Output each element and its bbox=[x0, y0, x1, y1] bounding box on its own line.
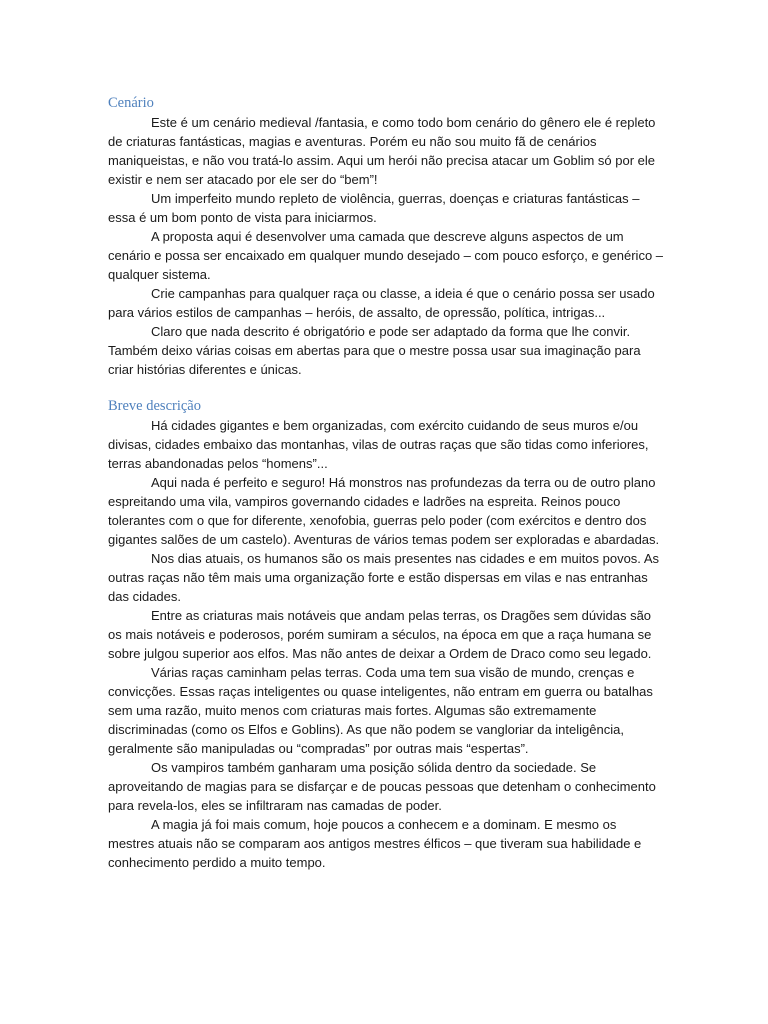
paragraph: A proposta aqui é desenvolver uma camada que descreve alguns aspectos de um cenário e possa ser encaixado em qualquer mundo desejado – com pouco esforço, e genérico – qualquer sistema. bbox=[108, 229, 664, 282]
paragraph: Aqui nada é perfeito e seguro! Há monstros nas profundezas da terra ou de outro plano espreitando uma vila, vampiros governando cidades e ladrões na espreita. Reinos pouco tolerantes com o que for diferente, xenofobia, guerras pelo poder (com exércitos e dentro dos gigantes salões de um castelo). Aventuras de vários temas podem ser exploradas e abardadas. bbox=[108, 475, 660, 547]
section-heading-cenario: Cenário bbox=[108, 95, 154, 111]
paragraph: Há cidades gigantes e bem organizadas, com exército cuidando de seus muros e/ou divisas, cidades embaixo das montanhas, vilas de outras raças que são tidas como inferiores, terras abandonadas pelos “homens”... bbox=[108, 418, 649, 471]
paragraph: Nos dias atuais, os humanos são os mais presentes nas cidades e em muitos povos. As outras raças não têm mais uma organização forte e estão dispersas em vilas e nas entranhas das cidades. bbox=[108, 551, 659, 604]
paragraph: A magia já foi mais comum, hoje poucos a conhecem e a dominam. E mesmo os mestres atuais não se comparam aos antigos mestres élficos – que tiveram sua habilidade e conhecimento perdido a muito tempo. bbox=[108, 817, 642, 870]
paragraph: Os vampiros também ganharam uma posição sólida dentro da sociedade. Se aproveitando de magias para se disfarçar e de poucas pessoas que detenham o conhecimento para revela-los, eles se infiltraram nas camadas de poder. bbox=[108, 760, 656, 813]
paragraph: Este é um cenário medieval /fantasia, e como todo bom cenário do gênero ele é repleto de criaturas fantásticas, magias e aventuras. Porém eu não sou muito fã de cenários maniqueistas, e não vou tratá-lo assim. Aqui um herói não precisa atacar um Goblim só por ele existir e nem ser atacado por ele ser do “bem”! bbox=[108, 115, 656, 187]
paragraph: Um imperfeito mundo repleto de violência, guerras, doenças e criaturas fantásticas – essa é um bom ponto de vista para iniciarmos. bbox=[108, 191, 640, 225]
paragraph: Entre as criaturas mais notáveis que andam pelas terras, os Dragões sem dúvidas são os mais notáveis e poderosos, porém sumiram a séculos, na época em que a raça humana se sobre julgou superior aos elfos. Mas não antes de deixar a Ordem de Draco como seu legado. bbox=[108, 608, 652, 661]
section-heading-breve-descricao: Breve descrição bbox=[108, 398, 201, 414]
paragraph: Crie campanhas para qualquer raça ou classe, a ideia é que o cenário possa ser usado para vários estilos de campanhas – heróis, de assalto, de opressão, política, intrigas... bbox=[108, 286, 655, 320]
paragraph: Claro que nada descrito é obrigatório e pode ser adaptado da forma que lhe convir. Também deixo várias coisas em abertas para que o mestre possa usar sua imaginação para criar histórias diferentes e únicas. bbox=[108, 324, 641, 377]
paragraph: Várias raças caminham pelas terras. Coda uma tem sua visão de mundo, crenças e convicções. Essas raças inteligentes ou quase inteligentes, não entram em guerra ou batalhas sem uma razão, muito menos com criaturas mais fortes. Algumas são extremamente discriminadas (como os Elfos e Goblins). As que não podem se vangloriar da inteligência, geralmente são manipuladas ou “compradas” por outras mais “espertas”. bbox=[108, 665, 653, 756]
